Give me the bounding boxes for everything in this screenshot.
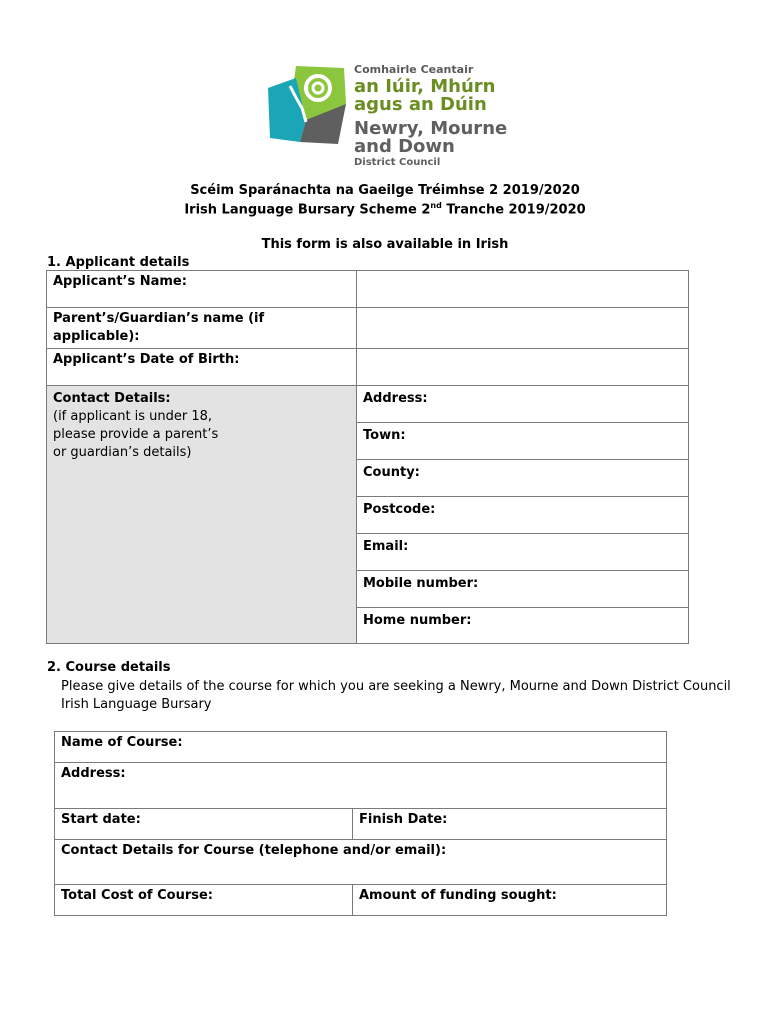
town-field[interactable]: Town: [357, 423, 689, 460]
address-field[interactable]: Address: [357, 386, 689, 423]
course-address-field[interactable]: Address: [55, 763, 667, 809]
guardian-name-field[interactable] [357, 308, 689, 349]
course-name-field[interactable]: Name of Course: [55, 732, 667, 763]
council-logo [266, 62, 508, 172]
dob-label: Applicant’s Date of Birth: [47, 349, 357, 386]
contact-details-note: (if applicant is under 18, please provide a parent’s or guardian’s details) [53, 409, 219, 460]
course-details-table [54, 731, 667, 916]
section2-intro: Please give details of the course for which you are seeking a Newry, Mourne and Down District Council Irish Language Bursary [61, 679, 731, 712]
logo-line-5: and Down [354, 136, 455, 157]
title-english-sup: nd [430, 201, 442, 210]
title-english-pre: Irish Language Bursary Scheme 2 [184, 202, 431, 218]
logo-line-3: agus an Dúin [354, 94, 487, 115]
logo-line-4: Newry, Mourne [354, 118, 508, 139]
funding-sought-field[interactable]: Amount of funding sought: [353, 885, 667, 916]
guardian-name-label: Parent’s/Guardian’s name (if applicable): [47, 308, 357, 349]
title-english [0, 201, 770, 217]
dob-field[interactable] [357, 349, 689, 386]
finish-date-field[interactable]: Finish Date: [353, 809, 667, 840]
start-date-field[interactable]: Start date: [55, 809, 353, 840]
title-irish: Scéim Sparánachta na Gaeilge Tréimhse 2 2019/2020 [190, 183, 580, 198]
county-field[interactable]: County: [357, 460, 689, 497]
council-logo-icon [266, 64, 350, 146]
mobile-number-field[interactable]: Mobile number: [357, 571, 689, 608]
logo-line-6: District Council [354, 157, 441, 168]
applicant-details-table [46, 270, 689, 644]
title-english-post: Tranche 2019/2020 [441, 202, 586, 218]
section2-heading: 2. Course details [47, 660, 171, 675]
home-number-field[interactable]: Home number: [357, 608, 689, 644]
contact-details-label: Contact Details: [53, 391, 171, 406]
total-cost-field[interactable]: Total Cost of Course: [55, 885, 353, 916]
applicant-name-field[interactable] [357, 271, 689, 308]
availability-note: This form is also available in Irish [261, 237, 509, 252]
section1-heading: 1. Applicant details [47, 255, 190, 270]
course-contact-field[interactable]: Contact Details for Course (telephone and/or email): [55, 840, 667, 885]
postcode-field[interactable]: Postcode: [357, 497, 689, 534]
contact-details-cell [47, 386, 357, 644]
logo-line-1: Comhairle Ceantair [354, 63, 474, 76]
email-field[interactable]: Email: [357, 534, 689, 571]
applicant-name-label: Applicant’s Name: [47, 271, 357, 308]
logo-line-2: an Iúir, Mhúrn [354, 76, 496, 97]
